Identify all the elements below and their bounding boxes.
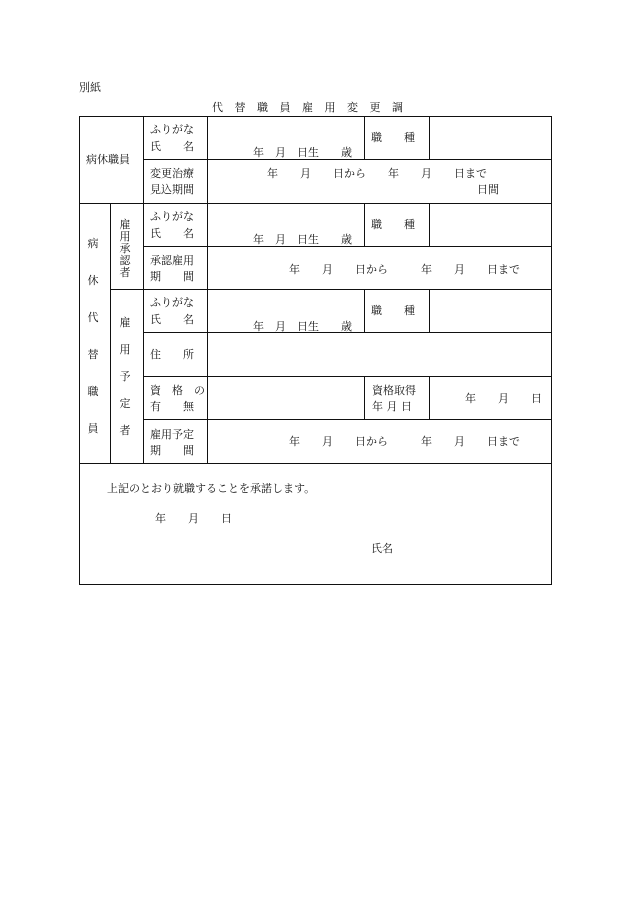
qualification-date-label-1: 資格取得 — [372, 384, 416, 397]
change-period-label-1: 変更治療 — [150, 167, 194, 180]
planned-period-value: 年 月 日から 年 月 日まで — [289, 435, 520, 448]
consent-statement: 上記のとおり就職することを承諾します。 — [107, 482, 316, 495]
change-period-value: 年 月 日から 年 月 日まで — [267, 167, 487, 180]
qualification-date-label-2: 年 月 日 — [372, 400, 412, 413]
approved-birth-age-label: 年 月 日生 歳 — [253, 233, 352, 246]
change-period-label-2: 見込期間 — [150, 183, 194, 196]
approved-employee-group-label: 雇 用 承 認 者 — [119, 218, 131, 279]
document-title: 代替職員雇用変更調 — [212, 101, 415, 114]
approved-job-type-label: 職 種 — [371, 218, 415, 231]
planned-name-label: 氏 名 — [150, 313, 194, 326]
address-label: 住 所 — [150, 348, 194, 361]
sick-staff-group-label: 病休職員 — [86, 153, 130, 166]
planned-furigana-label: ふりがな — [150, 296, 194, 309]
approved-period-label-2: 期 間 — [150, 270, 194, 283]
qualification-date-value: 年 月 日 — [465, 392, 542, 405]
approved-period-label-1: 承認雇用 — [150, 254, 194, 267]
planned-birth-age-label: 年 月 日生 歳 — [253, 320, 352, 333]
substitute-staff-group-label: 病 休 代 替 職 員 — [87, 237, 99, 435]
name-label: 氏 名 — [150, 140, 194, 153]
furigana-label: ふりがな — [150, 123, 194, 136]
qualification-label-1: 資 格 の — [150, 384, 205, 397]
approved-furigana-label: ふりがな — [150, 210, 194, 223]
planned-job-type-label: 職 種 — [371, 304, 415, 317]
birth-age-label: 年 月 日生 歳 — [253, 146, 352, 159]
approved-name-label: 氏 名 — [150, 227, 194, 240]
job-type-label: 職 種 — [371, 131, 415, 144]
days-label: 日間 — [477, 183, 499, 196]
planned-period-label-1: 雇用予定 — [150, 428, 194, 441]
qualification-label-2: 有 無 — [150, 400, 194, 413]
planned-period-label-2: 期 間 — [150, 444, 194, 457]
attachment-label: 別紙 — [79, 81, 101, 94]
consent-date-line: 年 月 日 — [155, 512, 232, 525]
consent-name-label: 氏名 — [371, 542, 393, 555]
planned-employee-group-label: 雇 用 予 定 者 — [119, 316, 131, 437]
approved-period-value: 年 月 日から 年 月 日まで — [289, 263, 520, 276]
